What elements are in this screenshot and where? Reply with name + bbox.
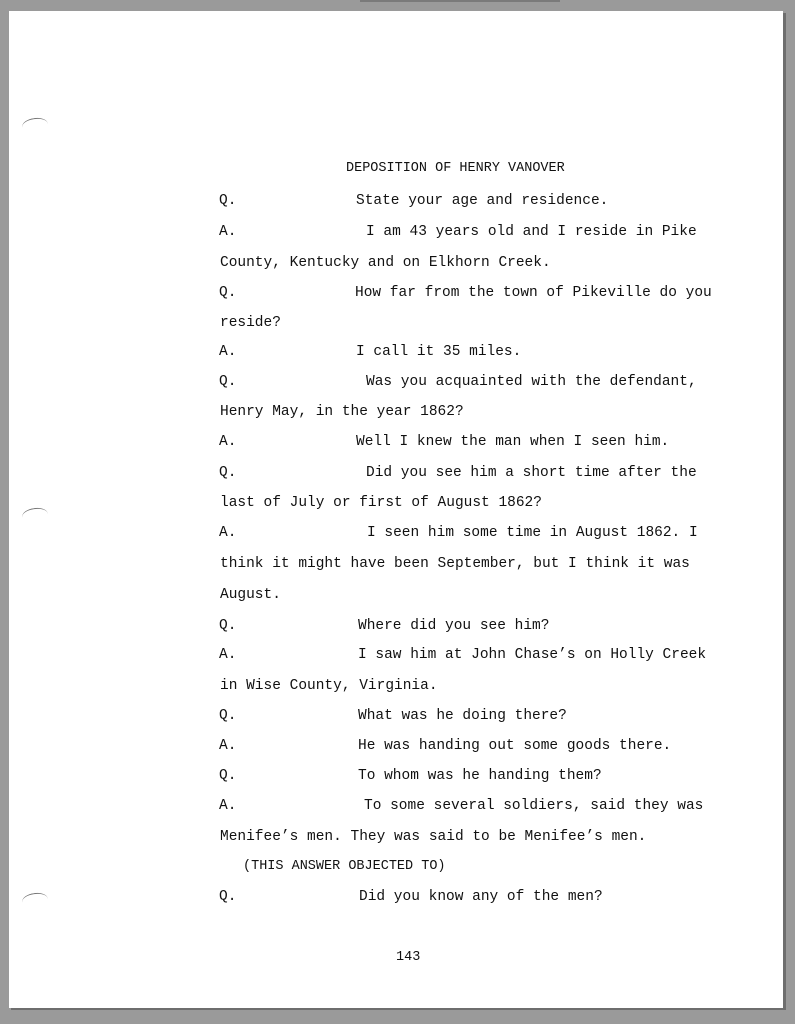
question-label: Q.	[219, 374, 237, 390]
continuation-text: reside?	[220, 315, 281, 331]
page-shadow	[783, 13, 786, 1008]
testimony-text: I call it 35 miles.	[356, 344, 522, 360]
testimony-text: Did you know any of the men?	[359, 889, 603, 905]
objection-note: (THIS ANSWER OBJECTED TO)	[243, 859, 446, 874]
testimony-text: How far from the town of Pikeville do you	[355, 285, 712, 301]
answer-label: A.	[219, 798, 237, 814]
testimony-text: To some several soldiers, said they was	[364, 798, 704, 814]
testimony-text: I am 43 years old and I reside in Pike	[366, 224, 697, 240]
answer-label: A.	[219, 647, 237, 663]
answer-label: A.	[219, 738, 237, 754]
question-label: Q.	[219, 618, 237, 634]
question-label: Q.	[219, 193, 237, 209]
answer-label: A.	[219, 224, 237, 240]
testimony-text: He was handing out some goods there.	[358, 738, 672, 754]
continuation-text: August.	[220, 587, 281, 603]
testimony-text: Where did you see him?	[358, 618, 550, 634]
continuation-text: Menifee’s men. They was said to be Menifee’s men.	[220, 829, 647, 845]
question-label: Q.	[219, 708, 237, 724]
question-label: Q.	[219, 768, 237, 784]
continuation-text: Henry May, in the year 1862?	[220, 404, 464, 420]
scan-edge	[360, 0, 560, 2]
question-label: Q.	[219, 889, 237, 905]
answer-label: A.	[219, 525, 237, 541]
page-shadow-bottom	[11, 1008, 786, 1010]
testimony-text: Well I knew the man when I seen him.	[356, 434, 670, 450]
page-number: 143	[396, 950, 421, 965]
question-label: Q.	[219, 465, 237, 481]
continuation-text: last of July or first of August 1862?	[220, 495, 542, 511]
continuation-text: County, Kentucky and on Elkhorn Creek.	[220, 255, 551, 271]
document-title: DEPOSITION OF HENRY VANOVER	[346, 161, 565, 176]
answer-label: A.	[219, 344, 237, 360]
continuation-text: think it might have been September, but I think it was	[220, 556, 690, 572]
testimony-text: I saw him at John Chase’s on Holly Creek	[358, 647, 707, 663]
question-label: Q.	[219, 285, 237, 301]
continuation-text: in Wise County, Virginia.	[220, 678, 438, 694]
testimony-text: To whom was he handing them?	[358, 768, 602, 784]
testimony-text: Did you see him a short time after the	[366, 465, 697, 481]
testimony-text: What was he doing there?	[358, 708, 567, 724]
testimony-text: State your age and residence.	[356, 193, 609, 209]
testimony-text: I seen him some time in August 1862. I	[367, 525, 698, 541]
testimony-text: Was you acquainted with the defendant,	[366, 374, 697, 390]
answer-label: A.	[219, 434, 237, 450]
